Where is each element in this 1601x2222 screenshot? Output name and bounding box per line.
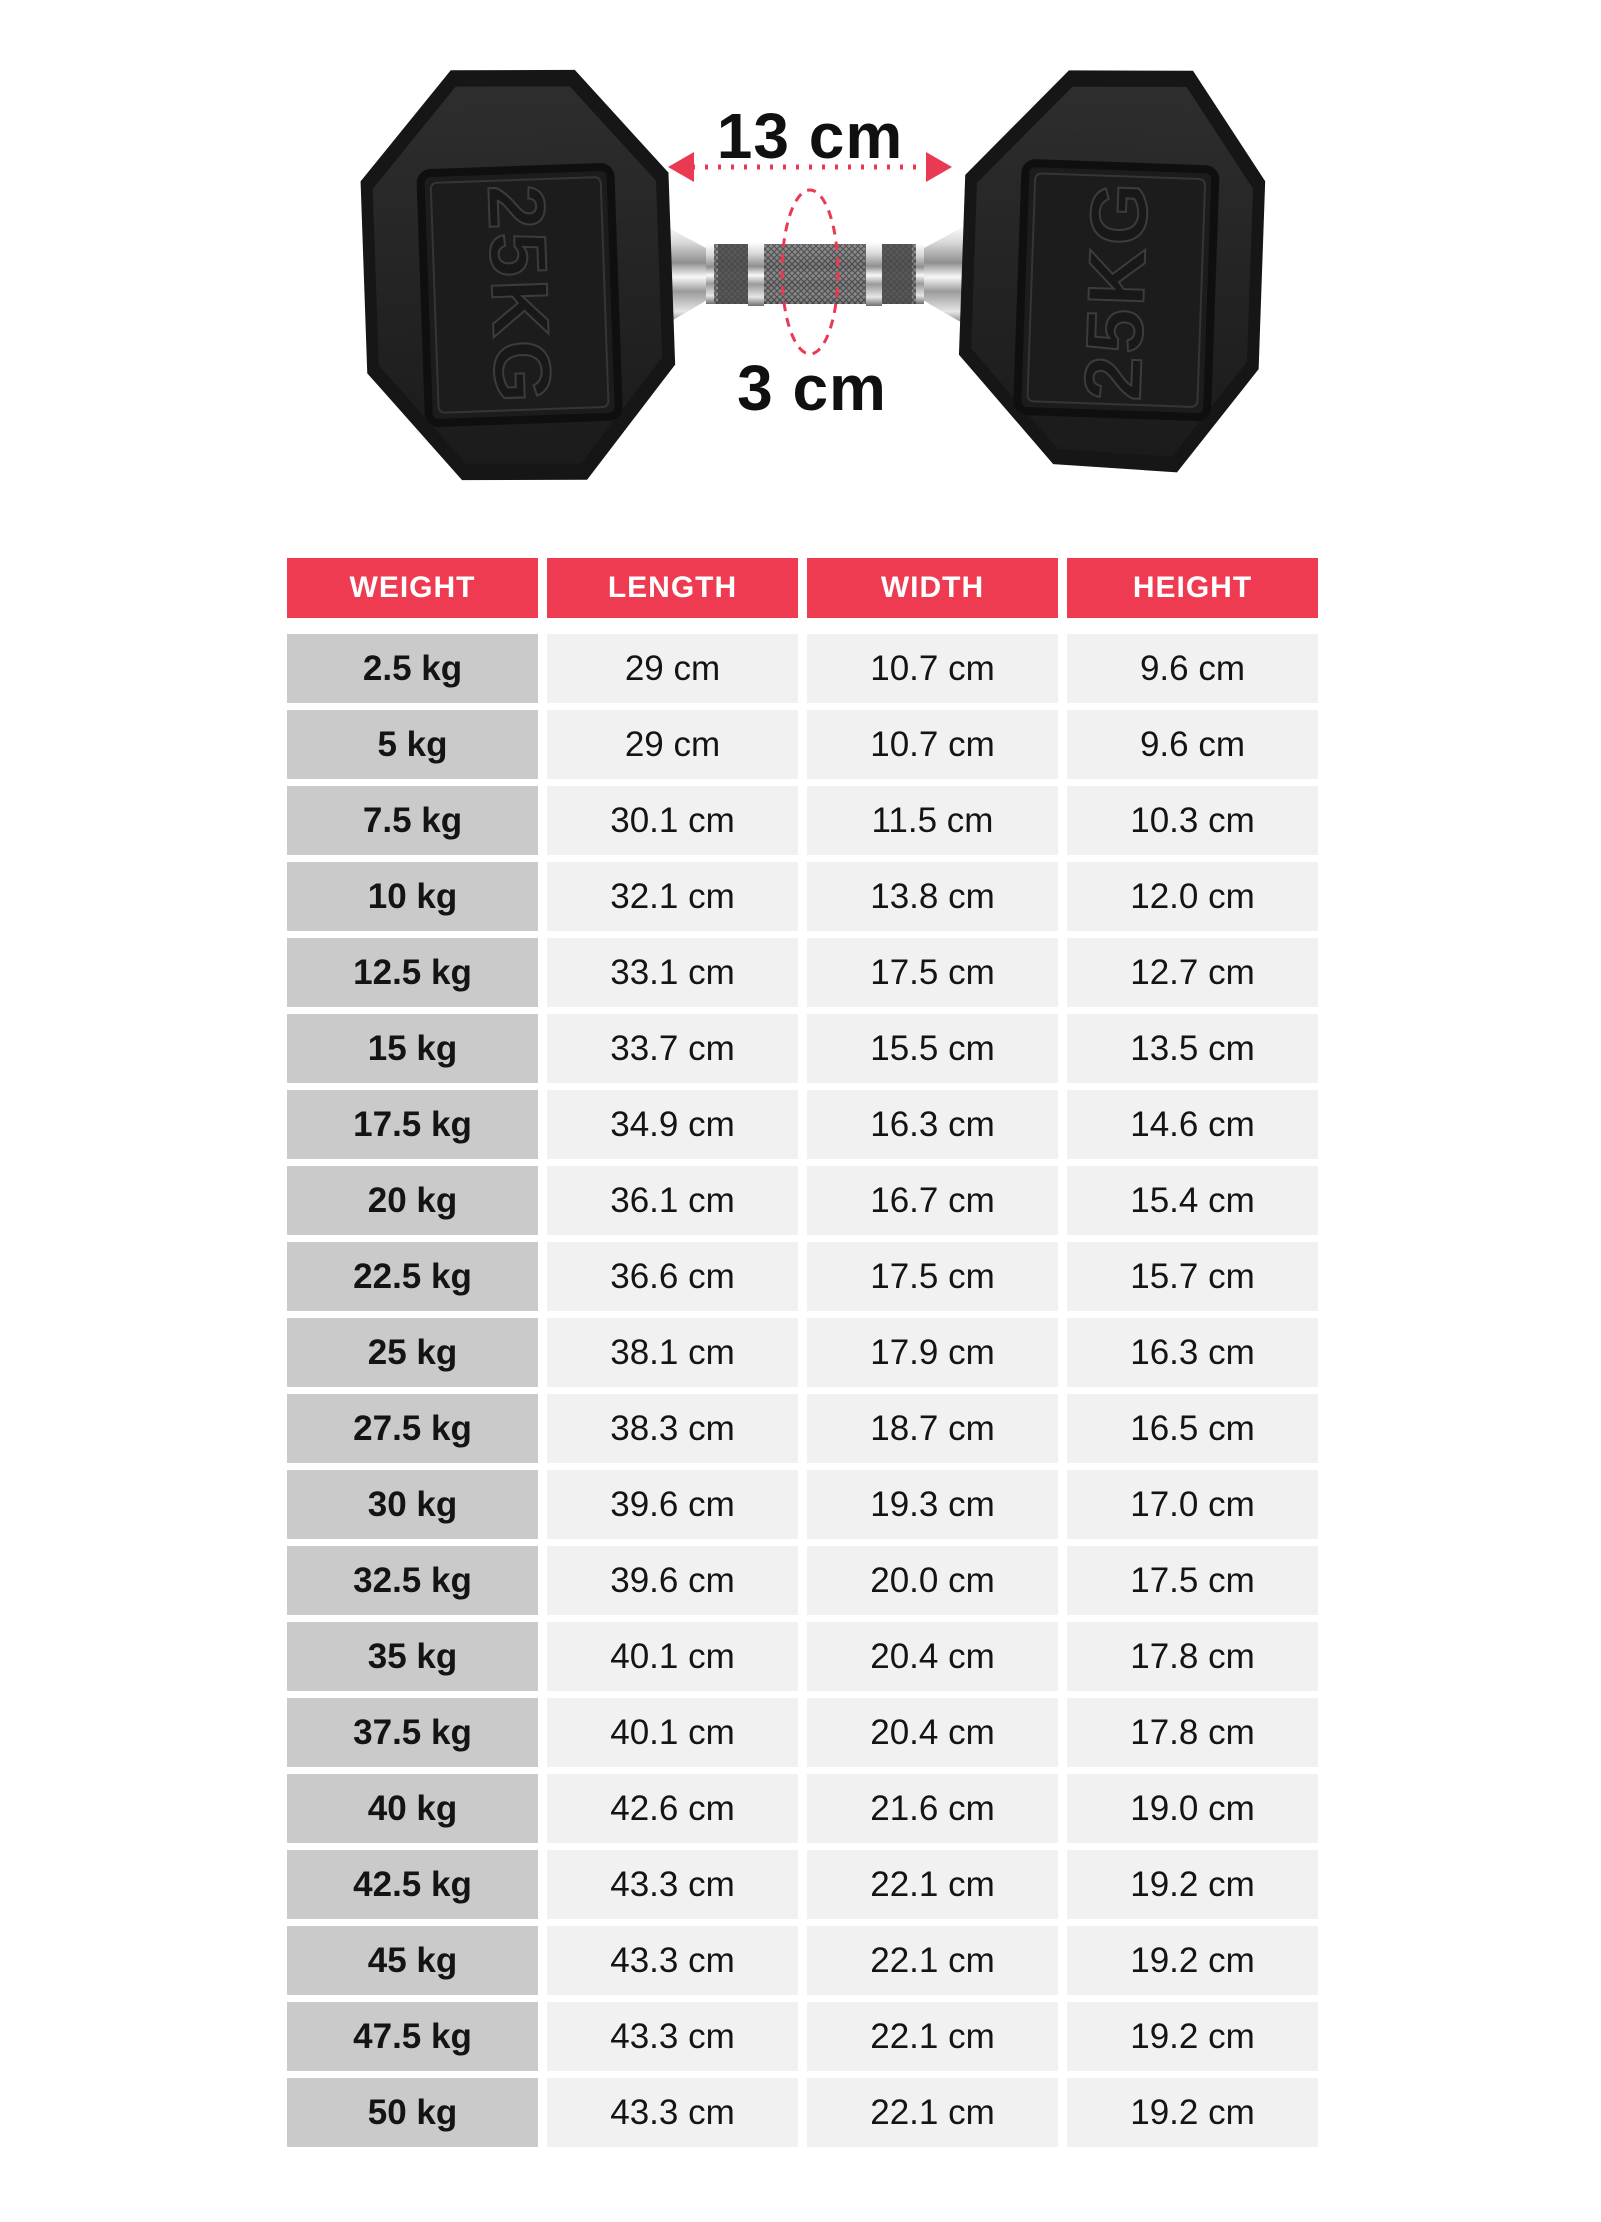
dimension-value-cell: 17.8 cm [1067,1622,1318,1691]
dimension-value-cell: 43.3 cm [547,1850,798,1919]
size-table [287,558,1318,2147]
dimension-value-cell: 15.7 cm [1067,1242,1318,1311]
dimension-value-cell: 43.3 cm [547,2078,798,2147]
dimension-value-cell: 20.4 cm [807,1698,1058,1767]
weight-cell: 47.5 kg [287,2002,538,2071]
dimension-value-cell: 16.3 cm [807,1090,1058,1159]
dimension-value-cell: 33.1 cm [547,938,798,1007]
dimension-value-cell: 10.3 cm [1067,786,1318,855]
dimension-value-cell: 16.3 cm [1067,1318,1318,1387]
dimension-value-cell: 38.1 cm [547,1318,798,1387]
weight-cell: 37.5 kg [287,1698,538,1767]
dimension-value-cell: 40.1 cm [547,1622,798,1691]
dimension-value-cell: 39.6 cm [547,1470,798,1539]
weight-cell: 2.5 kg [287,634,538,703]
dimension-value-cell: 22.1 cm [807,1926,1058,1995]
dimension-value-cell: 32.1 cm [547,862,798,931]
weight-cell: 22.5 kg [287,1242,538,1311]
dimension-value-cell: 29 cm [547,710,798,779]
handle-diameter-label: 3 cm [737,352,887,424]
dimension-value-cell: 12.7 cm [1067,938,1318,1007]
dimension-value-cell: 22.1 cm [807,2002,1058,2071]
weight-cell: 5 kg [287,710,538,779]
dimension-value-cell: 39.6 cm [547,1546,798,1615]
dimension-value-cell: 10.7 cm [807,634,1058,703]
right-head-weight-marking: 25KG [1067,178,1165,403]
dimension-value-cell: 16.5 cm [1067,1394,1318,1463]
dimension-value-cell: 19.2 cm [1067,2078,1318,2147]
dimension-value-cell: 18.7 cm [807,1394,1058,1463]
dimension-value-cell: 15.5 cm [807,1014,1058,1083]
dimension-value-cell: 16.7 cm [807,1166,1058,1235]
dimension-value-cell: 15.4 cm [1067,1166,1318,1235]
weight-cell: 35 kg [287,1622,538,1691]
dimension-value-cell: 34.9 cm [547,1090,798,1159]
dimension-value-cell: 19.0 cm [1067,1774,1318,1843]
dimension-value-cell: 22.1 cm [807,1850,1058,1919]
dimension-value-cell: 19.2 cm [1067,2002,1318,2071]
column-header-length: LENGTH [547,558,798,618]
handle-length-label: 13 cm [716,100,904,172]
dimension-value-cell: 14.6 cm [1067,1090,1318,1159]
weight-cell: 45 kg [287,1926,538,1995]
dumbbell-left-head [357,63,679,487]
dimension-value-cell: 19.2 cm [1067,1850,1318,1919]
dimension-value-cell: 13.8 cm [807,862,1058,931]
weight-cell: 15 kg [287,1014,538,1083]
weight-cell: 40 kg [287,1774,538,1843]
weight-cell: 27.5 kg [287,1394,538,1463]
dimension-value-cell: 36.6 cm [547,1242,798,1311]
weight-cell: 17.5 kg [287,1090,538,1159]
dimension-value-cell: 10.7 cm [807,710,1058,779]
weight-cell: 12.5 kg [287,938,538,1007]
dimension-value-cell: 20.4 cm [807,1622,1058,1691]
dimension-value-cell: 17.5 cm [1067,1546,1318,1615]
dimension-value-cell: 21.6 cm [807,1774,1058,1843]
weight-cell: 32.5 kg [287,1546,538,1615]
dumbbell-diagram [0,0,1601,556]
dumbbell-right-head [955,63,1269,475]
dimension-value-cell: 29 cm [547,634,798,703]
dimension-value-cell: 17.5 cm [807,938,1058,1007]
dimension-value-cell: 20.0 cm [807,1546,1058,1615]
dimension-value-cell: 9.6 cm [1067,634,1318,703]
dimension-value-cell: 40.1 cm [547,1698,798,1767]
dimension-value-cell: 38.3 cm [547,1394,798,1463]
dimension-value-cell: 42.6 cm [547,1774,798,1843]
dimension-value-cell: 22.1 cm [807,2078,1058,2147]
dimension-value-cell: 13.5 cm [1067,1014,1318,1083]
dimension-value-cell: 43.3 cm [547,1926,798,1995]
dimension-value-cell: 19.3 cm [807,1470,1058,1539]
column-header-width: WIDTH [807,558,1058,618]
weight-cell: 20 kg [287,1166,538,1235]
dimension-value-cell: 17.0 cm [1067,1470,1318,1539]
dumbbell-handle [662,224,968,326]
weight-cell: 50 kg [287,2078,538,2147]
weight-cell: 7.5 kg [287,786,538,855]
dimension-value-cell: 17.5 cm [807,1242,1058,1311]
dimension-value-cell: 12.0 cm [1067,862,1318,931]
weight-cell: 42.5 kg [287,1850,538,1919]
dimension-value-cell: 9.6 cm [1067,710,1318,779]
dimension-value-cell: 36.1 cm [547,1166,798,1235]
dimension-value-cell: 19.2 cm [1067,1926,1318,1995]
column-header-weight: WEIGHT [287,558,538,618]
column-header-height: HEIGHT [1067,558,1318,618]
weight-cell: 25 kg [287,1318,538,1387]
dimension-value-cell: 30.1 cm [547,786,798,855]
dimension-value-cell: 43.3 cm [547,2002,798,2071]
weight-cell: 30 kg [287,1470,538,1539]
dimension-value-cell: 17.8 cm [1067,1698,1318,1767]
left-head-weight-marking: 25KG [471,182,568,407]
dimension-value-cell: 11.5 cm [807,786,1058,855]
dimension-value-cell: 33.7 cm [547,1014,798,1083]
dimension-value-cell: 17.9 cm [807,1318,1058,1387]
weight-cell: 10 kg [287,862,538,931]
